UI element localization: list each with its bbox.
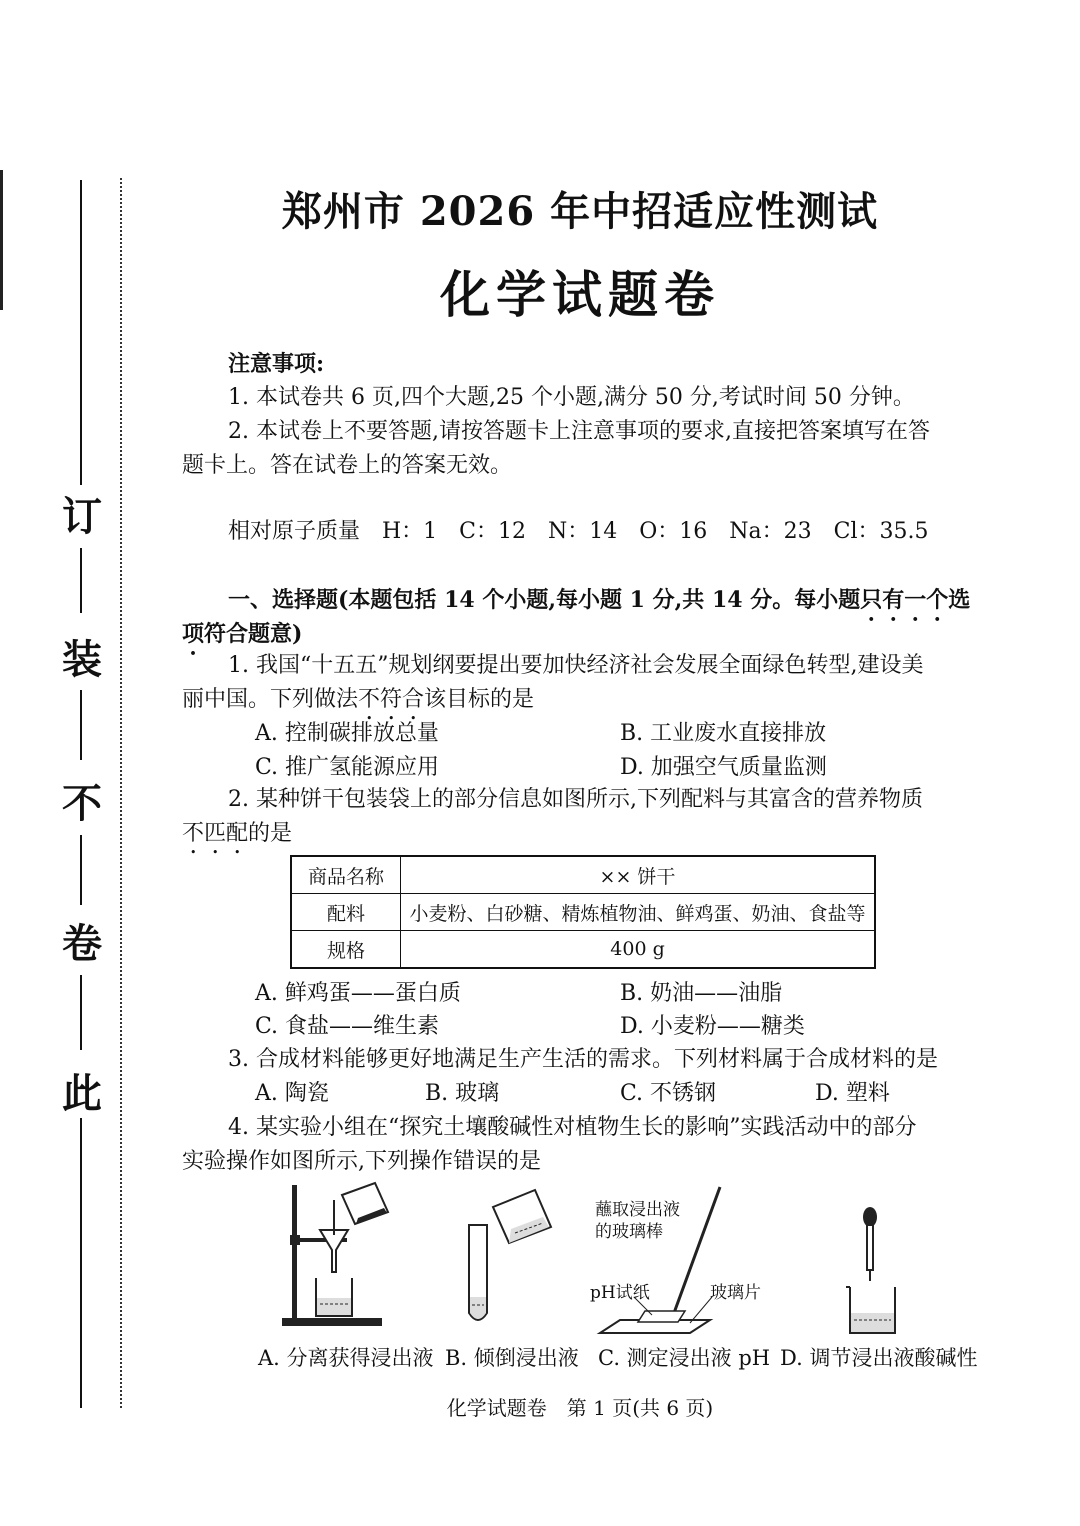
- section-heading-line-2: 项符合题意): [182, 621, 303, 647]
- table-cell-value: ×× 饼干: [401, 856, 876, 894]
- notice-heading: 注意事项:: [228, 351, 325, 377]
- figure-caption-b: B. 倾倒浸出液: [445, 1346, 579, 1370]
- table-cell-value: 400 g: [401, 931, 876, 969]
- table-row: [291, 894, 875, 931]
- binding-line-1: [80, 548, 82, 613]
- q3-stem: 3. 合成材料能够更好地满足生产生活的需求。下列材料属于合成材料的是: [228, 1047, 938, 1072]
- table-cell-value: 小麦粉、白砂糖、精炼植物油、鲜鸡蛋、奶油、食盐等: [401, 894, 876, 931]
- binding-char-4: 装: [62, 637, 102, 683]
- notice-item-1: 1. 本试卷共 6 页,四个大题,25 个小题,满分 50 分,考试时间 50 分钟。: [228, 385, 915, 410]
- filtration-apparatus-illustration: [280, 1180, 400, 1330]
- q2-option-a: A. 鲜鸡蛋——蛋白质: [255, 981, 461, 1006]
- q2-option-d: D. 小麦粉——糖类: [620, 1014, 805, 1039]
- product-info-table: [290, 855, 876, 969]
- q3-option-d: D. 塑料: [815, 1081, 890, 1106]
- binding-line-3: [80, 835, 82, 905]
- q1-stem-line-2: 丽中国。下列做法不符合该目标的是: [182, 687, 535, 712]
- figure-caption-c: C. 测定浸出液 pH: [598, 1346, 771, 1370]
- q4-stem-line-2: 实验操作如图所示,下列操作错误的是: [182, 1149, 541, 1174]
- figure-label-rod-line-1: 蘸取浸出液: [595, 1200, 680, 1220]
- table-row: [291, 931, 875, 969]
- binding-char-3: 不: [62, 781, 102, 827]
- q3-option-c: C. 不锈钢: [620, 1081, 717, 1106]
- figure-label-glass-plate: 玻璃片: [710, 1283, 761, 1303]
- binding-line-bottom: [80, 1118, 82, 1408]
- table-cell-label: 商品名称: [291, 856, 401, 894]
- exam-subtitle: 化学试题卷: [440, 266, 720, 324]
- figure-label-rod-line-2: 的玻璃棒: [595, 1222, 663, 1242]
- binding-char-2: 卷: [62, 921, 102, 967]
- page-footer: 化学试题卷 第 1 页(共 6 页): [446, 1396, 714, 1420]
- notice-item-2-line-2: 题卡上。答在试卷上的答案无效。: [182, 453, 513, 478]
- binding-dotted-line: [120, 178, 122, 1408]
- pouring-test-tube-illustration: [455, 1185, 565, 1335]
- exam-title: 郑州市 2026 年中招适应性测试: [281, 188, 879, 235]
- table-cell-label: 配料: [291, 894, 401, 931]
- figure-label-ph-paper: pH试纸: [590, 1283, 650, 1303]
- binding-line-4: [80, 975, 82, 1050]
- q2-option-b: B. 奶油——油脂: [620, 981, 783, 1006]
- table-cell-label: 规格: [291, 931, 401, 969]
- q1-option-d: D. 加强空气质量监测: [620, 755, 827, 780]
- dropper-beaker-illustration: [840, 1205, 910, 1335]
- q1-option-c: C. 推广氢能源应用: [255, 755, 440, 780]
- table-row: [291, 856, 875, 894]
- q2-stem-line-2: 不匹配的是: [182, 821, 293, 846]
- figure-caption-a: A. 分离获得浸出液: [258, 1346, 434, 1370]
- section-heading: 一、选择题(本题包括 14 个小题,每小题 1 分,共 14 分。每小题只有一个选: [228, 587, 971, 613]
- notice-item-2-line-1: 2. 本试卷上不要答题,请按答题卡上注意事项的要求,直接把答案填写在答: [228, 419, 930, 444]
- atomic-masses: 相对原子质量 H：1 C：12 N：14 O：16 Na：23 Cl：35.5: [228, 519, 929, 544]
- q1-option-a: A. 控制碳排放总量: [255, 721, 439, 746]
- q4-stem-line-1: 4. 某实验小组在“探究土壤酸碱性对植物生长的影响”实践活动中的部分: [228, 1115, 917, 1140]
- q3-option-b: B. 玻璃: [425, 1081, 500, 1106]
- binding-char-1: 此: [62, 1071, 102, 1117]
- binding-line-2: [80, 690, 82, 760]
- figure-caption-d: D. 调节浸出液酸碱性: [780, 1346, 978, 1370]
- q2-option-c: C. 食盐——维生素: [255, 1014, 440, 1039]
- q2-stem-line-1: 2. 某种饼干包装袋上的部分信息如图所示,下列配料与其富含的营养物质: [228, 787, 923, 812]
- q1-option-b: B. 工业废水直接排放: [620, 721, 827, 746]
- q3-option-a: A. 陶瓷: [255, 1081, 329, 1106]
- binding-char-5: 订: [62, 494, 102, 540]
- q1-stem-line-1: 1. 我国“十五五”规划纲要提出要加快经济社会发展全面绿色转型,建设美: [228, 653, 924, 678]
